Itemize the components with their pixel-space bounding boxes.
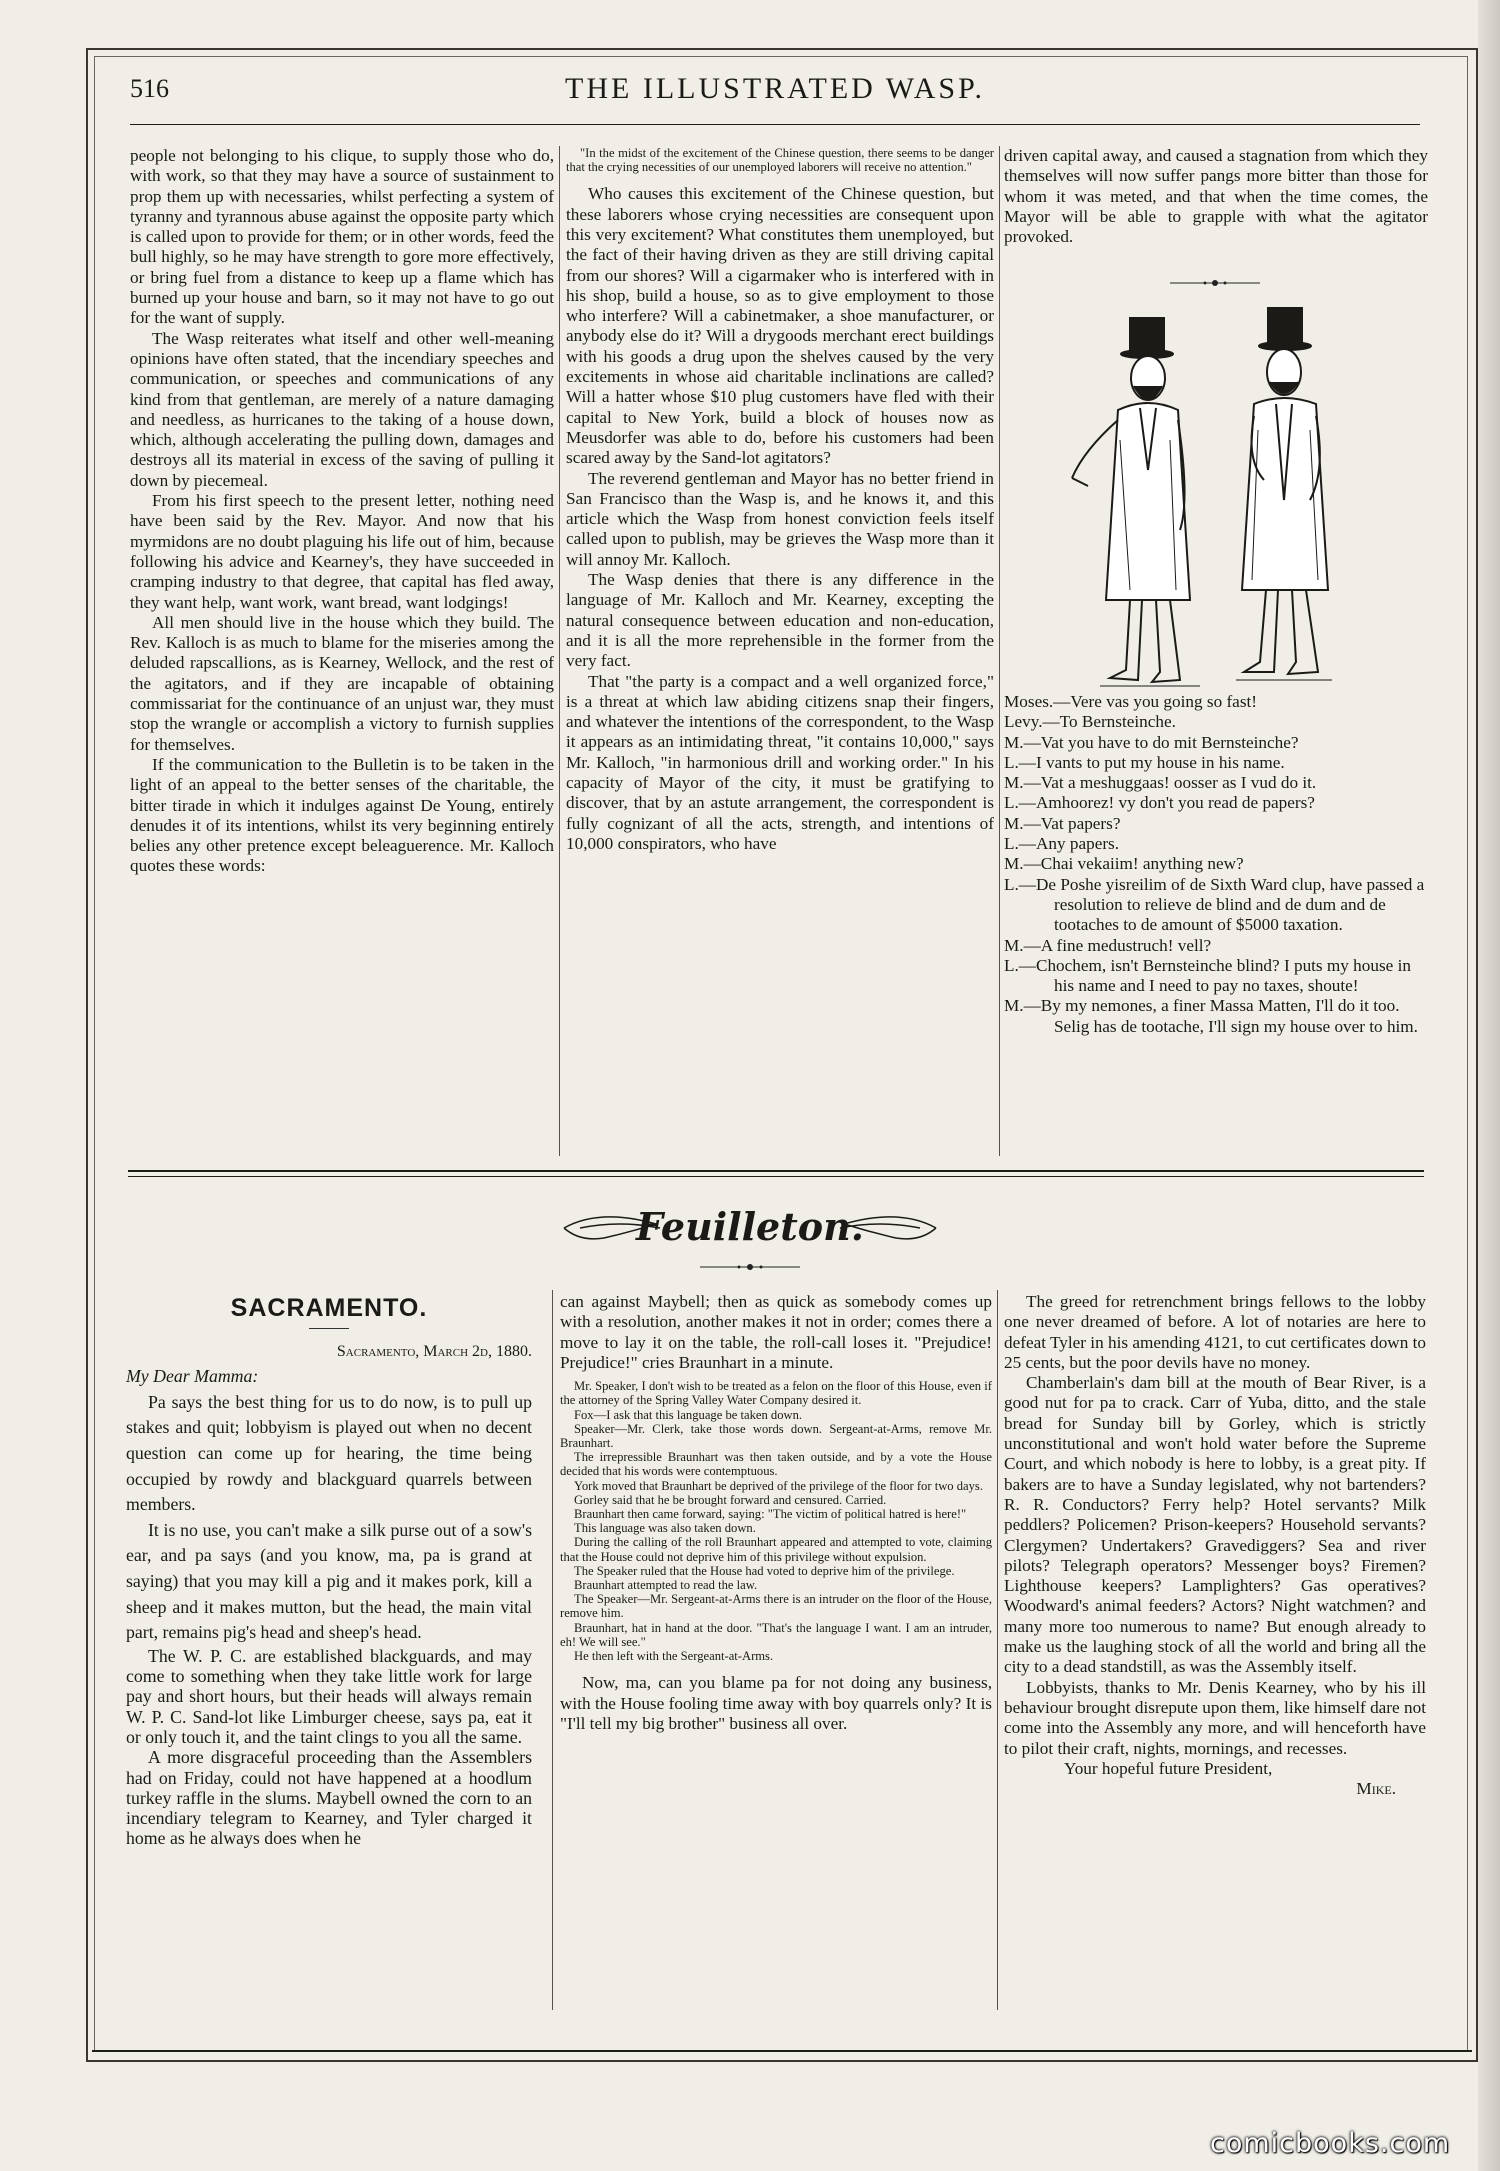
report-line: The irrepressible Braunhart was then taken outside, and by a vote the House decided that his words were contemptuous.	[560, 1450, 992, 1479]
page-header	[130, 70, 1420, 114]
dateline: Sacramento, March 2d, 1880.	[336, 1342, 532, 1360]
paragraph: The greed for retrenchment brings fellows to the lobby one never dreamed of before. A lot of notaries are here to defeat Tyler in his amending 4121, to cut certificates down to 25 cents, but the poor devils have no money.	[1004, 1292, 1426, 1372]
report-line: During the calling of the roll Braunhart appeared and attempted to vote, claiming that the House could not deprive him of this privilege without expulsion.	[560, 1535, 992, 1564]
report-line: Braunhart then came forward, saying: "The victim of political hatred is here!"	[574, 1507, 967, 1522]
title-rule	[309, 1328, 349, 1329]
section-rule	[128, 1170, 1424, 1172]
paragraph: Pa says the best thing for us to do now, is to pull up stakes and quit; lobbyism is played out when no decent question can come up for hearing, the time being occupied by rowdy and blackguard quarrels between members.	[126, 1391, 532, 1515]
feuilleton-title: Feuilleton.	[636, 1204, 864, 1249]
report-line: Braunhart, hat in hand at the door. "That's the language I want. I am an intruder, eh! We will see."	[560, 1620, 992, 1649]
ornament-divider	[1170, 278, 1260, 288]
report-line: The Speaker ruled that the House had voted to deprive him of the privilege.	[574, 1563, 955, 1578]
feuilleton-column-1	[126, 1286, 532, 1849]
paragraph: Lobbyists, thanks to Mr. Denis Kearney, who by his ill behaviour brought disrepute upon them, like himself dare not come into the Assembly any more, and will henceforth have to pilot their craft, nights, mornings, and recesses.	[1004, 1677, 1426, 1758]
dialogue-line: Levy.—To Bernsteinche.	[1004, 712, 1176, 732]
signature: Mike.	[1356, 1779, 1396, 1799]
ornament-divider	[700, 1262, 800, 1272]
bottom-rule	[92, 2050, 1472, 2052]
paragraph: If the communication to the Bulletin is to be taken in the light of an appeal to the better senses of the charitable, the bitter tirade in which it indulges against De Young, entirely denudes it of its intentions, whilst its very beginning entirely belies any other pretence except beleaguerence. Mr. Kalloch quotes these words:	[130, 754, 554, 876]
paragraph: A more disgraceful proceeding than the Assemblers had on Friday, could not have happened at a hoodlum turkey raffle in the slums. Maybell owned the corn to an incendiary telegram to Kearney, and Tyler charged it home as he always does when he	[126, 1747, 532, 1849]
report-line: Fox—I ask that this language be taken down.	[574, 1407, 803, 1422]
watermark: comicbooks.com	[1210, 2128, 1451, 2159]
column-divider	[999, 146, 1000, 1156]
dialogue-line: M.—Vat you have to do mit Bernsteinche?	[1004, 732, 1299, 752]
paragraph: driven capital away, and caused a stagnation from which they themselves will now suffer pangs more bitter than those for whom it was meted, and that when the time comes, the Mayor will be able to grapple with what the agitator provoked.	[1004, 146, 1428, 247]
report-line: York moved that Braunhart be deprived of the privilege of the floor for two days.	[574, 1478, 983, 1493]
dialogue-line: L.—De Poshe yisreilim of de Sixth Ward clup, have passed a resolution to relieve de blind and de dum and de tootaches to de amount of $5000 taxation.	[1004, 874, 1425, 935]
dialogue-line: Moses.—Vere vas you going so fast!	[1004, 692, 1258, 711]
section-rule	[128, 1176, 1424, 1177]
paragraph: All men should live in the house which they build. The Rev. Kalloch is as much to blame for the miseries among the deluded rapscallions, as is Kearney, Wellock, and the rest of the agitators, and if they are incapable of obtaining commissariat for the continuance of an unjust war, they must stop the wrangle or accomplish a victory to furnish supplies for themselves.	[130, 612, 554, 754]
dialogue-line: L.—Any papers.	[1004, 834, 1120, 854]
dialogue-line: M.—By my nemones, a finer Massa Matten, I'll do it too. Selig has de tootache, I'll sign my house over to him.	[1004, 996, 1418, 1036]
paragraph: Now, ma, can you blame pa for not doing any business, with the House fooling time away with boy quarrels only? It is "I'll tell my big brother" business all over.	[560, 1673, 992, 1733]
dialogue-block	[1004, 692, 1428, 1037]
masthead: THE ILLUSTRATED WASP.	[565, 72, 985, 105]
report-line: He then left with the Sergeant-at-Arms.	[574, 1649, 774, 1664]
feuilleton-column-3	[1004, 1292, 1426, 1799]
paragraph: The Wasp reiterates what itself and other well-meaning opinions have often stated, that the incendiary speeches and communication, or speeches and communications of any kind from that gentleman, are merely of a nature damaging and needless, as hurricanes to the taking of a house down, which, although accelerating the pulling down, damages and destroys all its material in excess of the saving of pulling it down by piecemeal.	[130, 328, 554, 490]
report-line: Braunhart attempted to read the law.	[574, 1578, 758, 1593]
paragraph: That "the party is a compact and a well organized force," is a threat at which law abiding citizens snap their fingers, and whatever the intentions of the correspondent, to the Wasp it appears as an intimidating threat, "it contains 10,000," says Mr. Kalloch, "in harmonious drill and working order." In his capacity of Mayor of the city, it must be gratifying to discover, that by an astute arrangement, the correspondent is fully cognizant of all the acts, strength, and intentions of 10,000 conspirators, who have	[566, 671, 994, 853]
column-divider	[997, 1290, 998, 2010]
feuilleton-column-2	[560, 1292, 992, 1734]
feuilleton-heading	[560, 1198, 940, 1258]
dialogue-line: M.—Vat a meshuggaas! oosser as I vud do it.	[1004, 773, 1317, 793]
page-edge	[1478, 0, 1500, 2171]
dialogue-line: L.—I vants to put my house in his name.	[1004, 752, 1285, 772]
paragraph: Chamberlain's dam bill at the mouth of Bear River, is a good nut for pa to crack. Carr of Yuba, ditto, and the stale bread for Sunday bill by Gorley, which is strictly unconstitutional and won't hold water before the Supreme Court, and which nobody is here to lobby, is a great pity. If bakers are to have a Sunday legislated, why not bartenders? R. R. Conductors? Ferry help? Hotel servants? Milk peddlers? Policemen? Prison-keepers? Household servants? Clergymen? Undertakers? Gravediggers? Sea and river pilots? Telegraph operators? Messenger boys? Firemen? Lighthouse keepers? Lamplighters? Gas operatives? Woodward's animal feeders? Actors? Night watchmen? and many more too numerous to name? But enough already to make us the laughing stock of all the world and bring all the city to a dead standstill, as was the Assembly itself.	[1004, 1373, 1426, 1677]
column-divider	[559, 146, 560, 1156]
top-column-3	[1004, 146, 1428, 247]
report-line: Mr. Speaker, I don't wish to be treated as a felon on the floor of this House, even if the attorney of the Spring Valley Water Company desired it.	[560, 1379, 992, 1408]
paragraph: can against Maybell; then as quick as somebody comes up with a resolution, another makes it not in order; comes there a move to lay it on the table, the roll-call loses it. "Prejudice! Prejudice!" cries Braunhart in a minute.	[560, 1292, 992, 1372]
dialogue-line: M.—A fine medustruch! vell?	[1004, 935, 1212, 955]
dialogue-line: L.—Chochem, isn't Bernsteinche blind? I puts my house in his name and I need to pay no taxes, shoute!	[1004, 955, 1411, 996]
column-divider	[552, 1290, 553, 2010]
top-column-1	[130, 146, 554, 877]
quote: "In the midst of the excitement of the Chinese question, there seems to be danger that the crying necessities of our unemployed laborers will receive no attention."	[566, 146, 994, 175]
report-line: This language was also taken down.	[574, 1521, 756, 1536]
page-number: 516	[130, 74, 169, 103]
closing: Your hopeful future President,	[1064, 1758, 1273, 1778]
salutation: My Dear Mamma:	[126, 1366, 259, 1387]
paragraph: The Wasp denies that there is any difference in the language of Mr. Kalloch and Mr. Kearney, excepting the natural consequence between education and non-education, and it is all the more reprehensible in the former from the very fact.	[566, 570, 994, 671]
report-line: Gorley said that he be brought forward and censured. Carried.	[574, 1492, 887, 1507]
dialogue-line: L.—Amhoorez! vy don't you read de papers?	[1004, 793, 1315, 813]
paragraph: From his first speech to the present letter, nothing need have been said by the Rev. Mayor. And now that his myrmidons are no doubt plaguing his life out of him, because following his advice and Kearney's, they have succeeded in cramping industry to that degree, that capital has fled away, they want help, want work, want bread, want lodgings!	[130, 491, 554, 612]
paragraph: The W. P. C. are established blackguards, and may come to something when they take little work for large pay and short hours, but their heads will always remain W. P. C. Sand-lot like Limburger cheese, says pa, eat it or only touch it, and the taint clings to you all the same.	[126, 1645, 532, 1747]
report-line: Speaker—Mr. Clerk, take those words down. Sergeant-at-Arms, remove Mr. Braunhart.	[560, 1421, 992, 1450]
dialogue-line: M.—Vat papers?	[1004, 813, 1121, 833]
article-title: SACRAMENTO.	[230, 1294, 428, 1322]
report-line: The Speaker—Mr. Sergeant-at-Arms there is an intruder on the floor of the House, remove him.	[560, 1592, 992, 1621]
paragraph: It is no use, you can't make a silk purse out of a sow's ear, and pa says (and you know, ma, pa is grand at saying) that you may kill a pig and it makes pork, kill a sheep and it makes mutton, but the head, the main vital part, remains pig's head and sheep's head.	[126, 1519, 532, 1643]
moses-levy-illustration	[1060, 300, 1390, 690]
paragraph: Who causes this excitement of the Chinese question, but these laborers whose crying necessities are consequent upon this very excitement? What constitutes them unemployed, but the fact of their having driven as they are still driving capital from our shores? Will a cigarmaker who is interfered with in his shop, build a house, so as to give employment to those who interfere? Will a cabinetmaker, a shoe manufacturer, or anybody else do it? Will a drygoods merchant erect buildings with his goods a drug upon the shelves caused by the very excitements in whose aid charitable inclinations are called? Will a hatter whose $10 plug customers have fled with their capital to New York, build a block of houses now as Meusdorfer was able to do, before his customers had been scared away by the Sand-lot agitators?	[566, 184, 994, 468]
paragraph: The reverend gentleman and Mayor has no better friend in San Francisco than the Wasp is, and he knows it, and this article which the Wasp from honest conviction feels itself called upon to publish, may be grieves the Wasp more than it will annoy Mr. Kalloch.	[566, 468, 994, 569]
top-column-2	[566, 146, 994, 854]
dialogue-line: M.—Chai vekaiim! anything new?	[1004, 854, 1244, 874]
header-rule	[130, 124, 1420, 125]
paragraph: people not belonging to his clique, to supply those who do, with work, so that they may have a source of sustainment to prop them up with necessaries, whilst perfecting a system of tyranny and tyrannous abuse against the opposite party which is called upon to provide for them; or in other words, feed the bull highly, so he may have strength to gore more effectively, or bring fuel from a distance to keep up a flame which has burned up your house and barn, so it may not have to go out for the want of supply.	[130, 146, 554, 328]
